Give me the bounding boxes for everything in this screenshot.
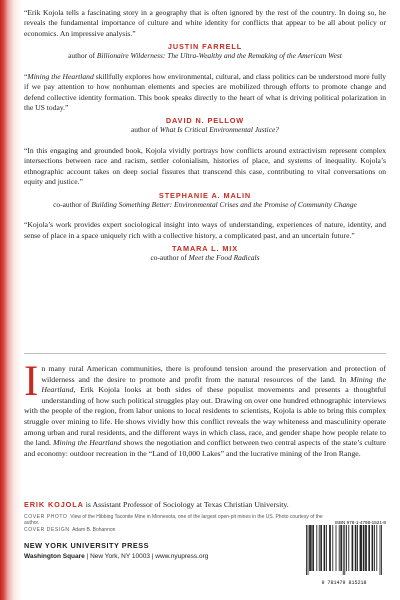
barcode-bar bbox=[340, 525, 341, 571]
cover-photo-credit bbox=[24, 514, 324, 527]
barcode-bar bbox=[369, 525, 370, 571]
barcode-bar bbox=[380, 525, 381, 575]
blurb-author-affiliation: author of Billionaire Wilderness: The Ultra-Wealthy and the Remaking of the American West bbox=[68, 51, 342, 61]
barcode-bar bbox=[356, 525, 357, 571]
author-name: ERIK KOJOLA bbox=[24, 500, 84, 509]
blurb-quote: “In this engaging and grounded book, Kojola vividly portrays how conflicts around extractivism represent complex intersections between race and racism, settler colonialism, histories of place, and systems of inequality. Kojola’s ethnographic account takes on deep social fissures that transcend this case, contributing to vital conversations on equity and justice.” bbox=[24, 146, 386, 187]
barcode-bar bbox=[348, 525, 349, 571]
blurb-author-name: JUSTIN FARRELL bbox=[167, 42, 243, 52]
barcode-bar bbox=[312, 525, 313, 571]
blurbs-section bbox=[24, 8, 386, 274]
blurb bbox=[24, 72, 386, 135]
author-bio-text: is Assistant Professor of Sociology at Texas Christian University. bbox=[83, 500, 289, 509]
blurb bbox=[24, 146, 386, 209]
barcode-bar bbox=[336, 525, 337, 571]
barcode-bar bbox=[366, 525, 367, 571]
barcode-bar bbox=[319, 525, 320, 571]
barcode-bar bbox=[309, 525, 310, 571]
barcode-bar bbox=[355, 525, 356, 571]
blurb-quote: “Mining the Heartland skillfully explores how environmental, cultural, and class politics can be understood more fully if we pay attention to how nonhuman elements and species are mobilized through efforts to promote change and defend collective identity formation. This book speaks directly to the heart of what is driving political polarization in the US today.” bbox=[24, 71, 386, 113]
publisher-address-rest: | New York, NY 10003 | www.nyupress.org bbox=[84, 553, 209, 560]
isbn-barcode bbox=[302, 525, 386, 575]
cover-photo-text: View of the Hibbing Taconite Mine in Minnesota, one of the largest open-pit mines in the US. Photo courtesy of the author. bbox=[24, 514, 323, 527]
barcode-bar bbox=[372, 525, 373, 571]
barcode-bar bbox=[374, 525, 375, 571]
barcode-bar bbox=[310, 525, 311, 571]
barcode-bar bbox=[361, 525, 362, 571]
cover-design-label: COVER DESIGN bbox=[24, 526, 70, 533]
barcode-bar bbox=[363, 525, 364, 571]
blurb-author-affiliation: author of What Is Critical Environmental Justice? bbox=[131, 125, 279, 135]
author-bio bbox=[24, 500, 289, 509]
publisher-block bbox=[24, 541, 208, 560]
cover-design-credit bbox=[24, 527, 324, 533]
barcode-bar bbox=[339, 525, 340, 571]
barcode-bar bbox=[368, 525, 369, 571]
barcode-bar bbox=[343, 525, 344, 575]
barcode-bar bbox=[360, 525, 361, 571]
publisher-name: NEW YORK UNIVERSITY PRESS bbox=[24, 541, 149, 550]
barcode-bar bbox=[313, 525, 314, 571]
barcode-bar bbox=[341, 525, 342, 571]
barcode-box bbox=[302, 520, 386, 586]
barcode-bar bbox=[321, 525, 322, 571]
blurb-author-affiliation: co-author of Meet the Food Radicals bbox=[150, 253, 260, 263]
blurb-quote: “Kojola’s work provides expert sociological insight into ways of understanding, experiences of nature, identity, and sense of place in a space uniquely rich with a collective history, a complicated past, and an uncertain future.” bbox=[24, 220, 386, 240]
barcode-bar bbox=[330, 525, 331, 571]
cover-design-text: Adam B. Bohannon bbox=[72, 526, 116, 533]
blurb-author-name: TAMARA L. MIX bbox=[171, 244, 238, 254]
barcode-bar bbox=[346, 525, 347, 571]
barcode-bar bbox=[344, 525, 345, 575]
blurb-quote: “Erik Kojola tells a fascinating story in a geography that is often ignored by the rest of the country. In doing so, he reveals the fundamental importance of culture and white identity for conflicts that appear to be all about policy or economics. An impressive analysis.” bbox=[24, 8, 386, 38]
barcode-bar bbox=[352, 525, 353, 571]
drop-cap: I bbox=[24, 358, 39, 405]
barcode-bar bbox=[324, 525, 325, 571]
publisher-address-street: Washington Square bbox=[24, 553, 85, 560]
blurb-author-affiliation: co-author of Building Something Better: Environmental Crises and the Promise of Community Change bbox=[53, 199, 357, 209]
publisher-address bbox=[24, 553, 208, 560]
barcode-bar bbox=[326, 525, 327, 571]
barcode-bar bbox=[308, 525, 309, 575]
barcode-bar bbox=[311, 525, 312, 571]
blurb-author-name: STEPHANIE A. MALIN bbox=[158, 190, 252, 200]
barcode-bar bbox=[316, 525, 317, 571]
barcode-bar bbox=[306, 525, 307, 575]
isbn-label: ISBN 978-1-4798-1521-8 bbox=[334, 520, 386, 525]
book-description bbox=[24, 358, 387, 459]
blurb bbox=[24, 8, 386, 61]
barcode-bar bbox=[364, 525, 365, 571]
cover-photo-label: COVER PHOTO bbox=[24, 514, 68, 520]
barcode-bar bbox=[320, 525, 321, 571]
blurb bbox=[24, 220, 386, 262]
barcode-bar bbox=[324, 525, 325, 571]
description-text: n many rural American communities, there is profound tension around the preservation and protection of wilderness and the desire to promote and profit from the natural resources of the land. In Mining the Heartland, Erik Kojola looks at both sides of these populist movements and presents a thoughtful understanding of how such political struggles play out. Drawing on over one hundred ethnographic interviews with the people of the region, from labor unions to local residents to scientists, Kojola is able to bring this complex struggle over mining to life. He shows vividly how this conflict reveals the way whiteness and masculinity operate among urban and rural residents, and the different ways in which class, race, and gender shape how people relate to the land. Mining the Heartland shows the negotiation and conflict between two central aspects of the state’s culture and economy: outdoor recreation in the “Land of 10,000 Lakes” and the lucrative mining of the Iron Range. bbox=[24, 364, 387, 458]
barcode-bar bbox=[365, 525, 366, 571]
barcode-bar bbox=[332, 525, 333, 571]
barcode-bar bbox=[376, 525, 377, 571]
barcode-number: 9 781479 815218 bbox=[321, 580, 367, 586]
cover-credits bbox=[24, 514, 324, 533]
barcode-bar bbox=[372, 525, 373, 571]
barcode-bar bbox=[352, 525, 353, 571]
blurb-author-name: DAVID N. PELLOW bbox=[165, 116, 245, 126]
barcode-bar bbox=[360, 525, 361, 571]
section-divider bbox=[24, 353, 386, 354]
barcode-bar bbox=[329, 525, 330, 571]
barcode-bar bbox=[381, 525, 382, 575]
barcode-bar bbox=[357, 525, 358, 571]
